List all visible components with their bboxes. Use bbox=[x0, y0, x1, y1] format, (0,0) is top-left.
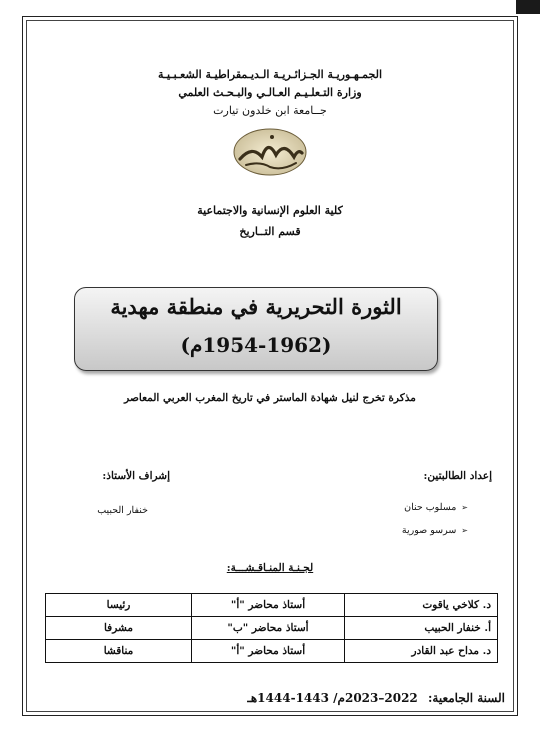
member-role: مشرفا bbox=[46, 617, 192, 640]
department-line: قسم التــاريخ bbox=[239, 225, 301, 238]
committee-table bbox=[45, 593, 498, 663]
arrow-bullet-icon: ➢ bbox=[461, 526, 468, 535]
member-role: رئيسا bbox=[46, 594, 192, 617]
university-line: جــامعة ابن خلدون تيارت bbox=[213, 104, 327, 117]
member-rank: أستاذ محاضر "ب" bbox=[192, 617, 345, 640]
academic-year-value: 2022–2023م/ 1443-1444هـ bbox=[247, 691, 418, 705]
students-label: إعداد الطالبتين: bbox=[423, 470, 492, 482]
ministry-line: وزارة التـعلـيـم العـالـي والبـحـث العلمي bbox=[178, 86, 362, 99]
college-line: كلية العلوم الإنسانية والاجتماعية bbox=[197, 204, 343, 217]
student-name-2: ➢سرسو صورية bbox=[401, 525, 468, 536]
thesis-title: الثورة التحريرية في منطقة مهدية bbox=[110, 294, 402, 319]
committee-label: لجـنـة المنـاقـشـــة: bbox=[226, 562, 314, 574]
table-row bbox=[46, 594, 498, 617]
academic-year bbox=[165, 691, 505, 705]
corner-mark bbox=[516, 0, 540, 14]
member-role: مناقشا bbox=[46, 640, 192, 663]
member-name: د. مداح عبد القادر bbox=[345, 640, 498, 663]
member-name: أ. خنفار الحبيب bbox=[345, 617, 498, 640]
republic-line: الجمـهـوريـة الجـزائـريـة الـديـمقراطيـة الشعـبـيـة bbox=[157, 68, 383, 81]
logo-emblem-icon bbox=[232, 127, 308, 177]
academic-year-label: السنة الجامعية: bbox=[427, 691, 505, 705]
student-name-1: ➢مسلوب حنان bbox=[404, 502, 468, 513]
arrow-bullet-icon: ➢ bbox=[461, 503, 468, 512]
member-rank: أستاذ محاضر "أ" bbox=[192, 640, 345, 663]
thesis-years: (1954-1962م) bbox=[180, 333, 332, 357]
title-box bbox=[74, 287, 438, 371]
table-row bbox=[46, 617, 498, 640]
supervisor-label: إشراف الأستاذ: bbox=[102, 470, 170, 482]
university-logo bbox=[232, 127, 308, 177]
supervisor-name: خنفار الحبيب bbox=[97, 505, 148, 516]
member-rank: أستاذ محاضر "أ" bbox=[192, 594, 345, 617]
thesis-subtitle: مذكرة تخرج لنيل شهادة الماستر في تاريخ المغرب العربي المعاصر bbox=[124, 392, 416, 404]
table-row bbox=[46, 640, 498, 663]
member-name: د. كلاخي ياقوت bbox=[345, 594, 498, 617]
